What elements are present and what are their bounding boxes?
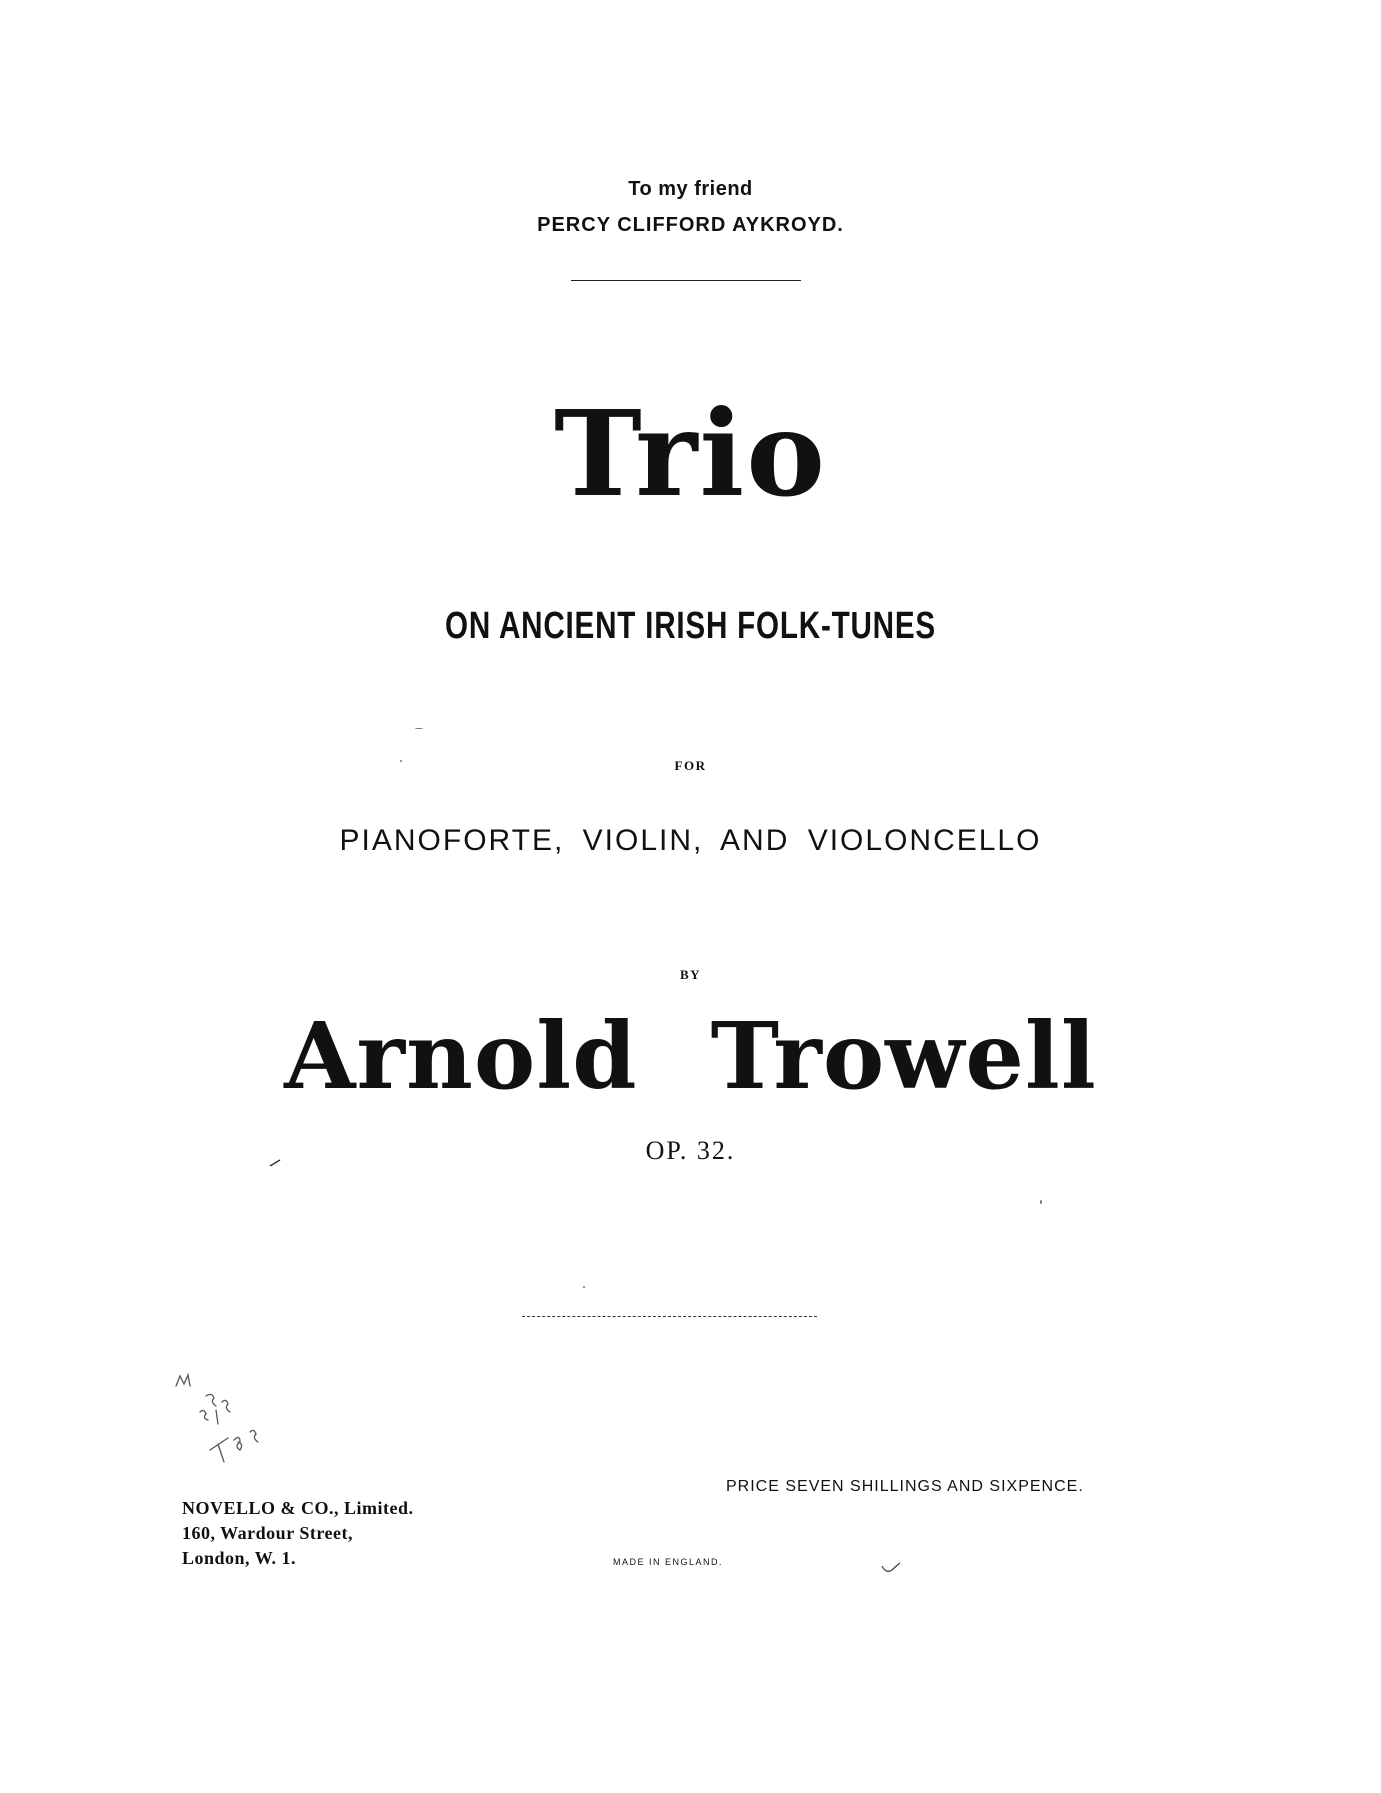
- opus-number: OP. 32.: [645, 1136, 736, 1165]
- publisher-city: London, W. 1.: [182, 1548, 297, 1568]
- handwritten-shelfmark: [170, 1372, 280, 1472]
- top-divider-rule: [571, 280, 801, 281]
- publisher-address: [182, 1496, 414, 1571]
- dedicatee-name: PERCY CLIFFORD AYKROYD.: [537, 214, 844, 236]
- by-label: BY: [679, 967, 702, 982]
- composer-name: Arnold Trowell: [284, 1002, 1097, 1110]
- paper-speck: [400, 760, 402, 762]
- price-notice: PRICE SEVEN SHILLINGS AND SIXPENCE.: [726, 1478, 1084, 1495]
- publisher-street: 160, Wardour Street,: [182, 1523, 353, 1543]
- pencil-tick: [268, 1158, 282, 1168]
- pencil-mark: [880, 1560, 904, 1578]
- work-title: Trio: [554, 384, 827, 523]
- paper-speck: [583, 1286, 585, 1288]
- for-label: FOR: [674, 758, 707, 773]
- dedication-line-1: To my friend: [628, 178, 753, 200]
- paper-speck: [1040, 1200, 1042, 1204]
- made-in-england-notice: MADE IN ENGLAND.: [613, 1557, 724, 1567]
- work-subtitle: ON ANCIENT IRISH FOLK-TUNES: [445, 605, 936, 647]
- instrumentation: PIANOFORTE, VIOLIN, AND VIOLONCELLO: [339, 824, 1042, 857]
- paper-speck: [415, 728, 423, 729]
- publisher-name: NOVELLO & CO., Limited.: [182, 1498, 414, 1518]
- bottom-divider-rule: [522, 1316, 817, 1317]
